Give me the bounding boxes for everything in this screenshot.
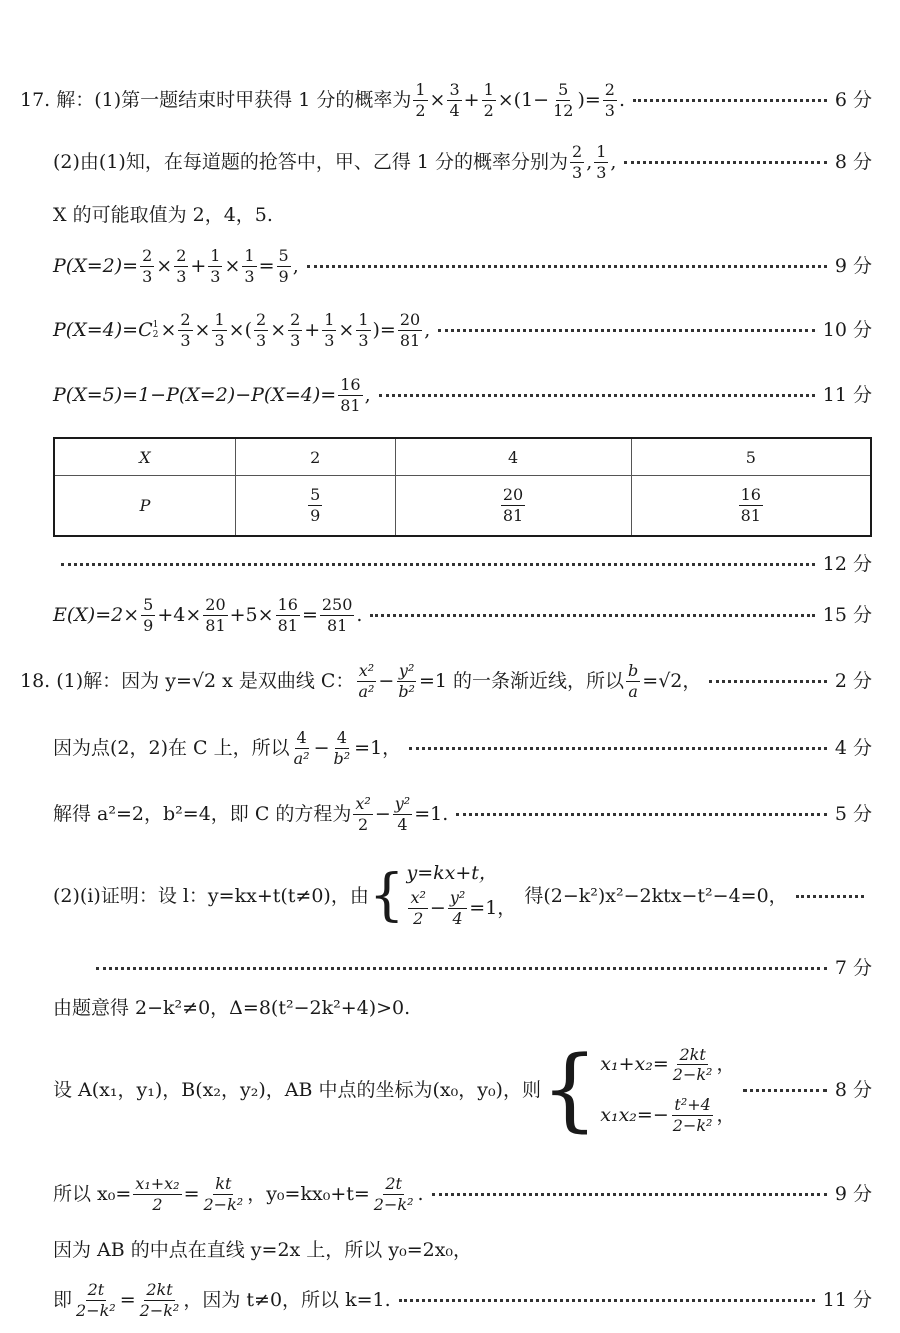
fraction: $\frac{2}{3}$ [572, 141, 583, 182]
q18-line-9: 因为 AB 的中点在直线 y=2x 上，所以 y₀=2x₀， [53, 1238, 473, 1261]
fraction: $\frac{16}{81}$ [340, 374, 361, 415]
score-label: 11 分 [822, 383, 872, 406]
fraction: $\frac{20}{81}$ [205, 594, 226, 635]
table-cell [631, 476, 871, 537]
fraction: $\frac{2kt}{\text{2−k²}}$ [672, 1044, 713, 1085]
leader-dots [399, 1299, 815, 1302]
table-cell [236, 476, 396, 537]
score-label: 6 分 [834, 88, 872, 111]
fraction: $\frac{\text{x²}}{2}$ [355, 793, 371, 834]
fraction: $\frac{20}{81}$ [502, 485, 524, 525]
table-cell: P [54, 476, 236, 537]
fraction: $\frac{kt}{\text{2−k²}}$ [203, 1173, 244, 1214]
score-label: 10 分 [822, 318, 872, 341]
score-label: 11 分 [822, 1288, 872, 1311]
q18-line-8: 所以 x₀= $\frac{\text{x₁+x₂}}{2}$ = $\frac{kt}{\text{2−k²}}$ ，y₀=kx₀+t= $\frac{2t}{\text{2−k²}}$ . 9 分 [53, 1173, 872, 1214]
fraction: $\frac{16}{81}$ [277, 594, 298, 635]
leader-dots [709, 680, 826, 683]
q17-line-6: P(X=5)=1−P(X=2)−P(X=4)= $\frac{16}{81}$ , 11 分 [53, 374, 872, 415]
leader-dots [743, 1089, 826, 1092]
fraction: $\frac{5}{9}$ [143, 594, 154, 635]
q17-line-2: (2)由(1)知，在每道题的抢答中，甲、乙得 1 分的概率分别为 $\frac{2}{3}$ , $\frac{1}{3}$ , 8 分 [53, 141, 872, 182]
fraction: $\frac{2}{3}$ [180, 309, 191, 350]
table-cell: 2 [236, 438, 396, 476]
q18-line-2: 因为点(2，2)在 C 上，所以 $\frac{4}{\text{a²}}$ − $\frac{4}{\text{b²}}$ =1， 4 分 [53, 727, 872, 768]
fraction: $\frac{1}{3}$ [596, 141, 607, 182]
score-label: 12 分 [822, 552, 872, 575]
leader-dots [432, 1193, 827, 1196]
q17-line-3: X 的可能取值为 2，4，5. [53, 203, 273, 226]
fraction: $\frac{\text{x²}}{2}$ [410, 888, 426, 928]
leader-dots [307, 265, 827, 268]
leader-dots [379, 394, 815, 397]
leader-dots [96, 967, 827, 970]
score-label: 7 分 [834, 956, 872, 979]
q17-line-7 [53, 552, 872, 576]
fraction: $\frac{250}{81}$ [321, 594, 353, 635]
q17-line-1: 17. 解：(1)第一题结束时甲获得 1 分的概率为 $\frac{1}{2}$ × $\frac{3}{4}$ + $\frac{1}{2}$ ×(1− $\frac{5}{12}$ )= $\frac{2}{3}$ . 6 分 [20, 79, 872, 120]
q18-line-7: 设 A(x₁，y₁)，B(x₂，y₂)，AB 中点的坐标为(x₀，y₀)，则 { x₁+x₂= $\frac{2kt}{\text{2−k²}}$ ， x₁x₂=− $\frac{\text{t²+4}}{\text{2−k²}}$ ， 8 分 [53, 1037, 872, 1142]
fraction: $\frac{5}{12}$ [553, 79, 574, 120]
fraction: $\frac{20}{81}$ [399, 309, 421, 350]
fraction: $\frac{5}{9}$ [310, 485, 321, 525]
fraction: $\frac{1}{3}$ [210, 245, 221, 286]
leader-dots [438, 329, 815, 332]
q18-line-4: (2)(i)证明：设 l：y=kx+t(t≠0)，由 { y=kx+t， $\frac{\text{x²}}{2}$ − $\frac{\text{y²}}{4}$ =1， 得(2−k²)x²−2ktx−t²−4=0， [53, 850, 872, 942]
table-row [54, 476, 871, 537]
equation-system: { x₁+x₂= $\frac{2kt}{\text{2−k²}}$ ， x₁x₂=− $\frac{\text{t²+4}}{\text{2−k²}}$ ， [540, 1037, 736, 1142]
table-cell: 5 [631, 438, 871, 476]
fraction: $\frac{3}{4}$ [449, 79, 460, 120]
q17-l1-text: 17. 解：(1)第一题结束时甲获得 1 分的概率为 [20, 88, 412, 111]
brace-symbol: { [540, 1037, 599, 1142]
fraction: $\frac{1}{3}$ [358, 309, 369, 350]
fraction: $\frac{\text{t²+4}}{\text{2−k²}}$ [672, 1095, 713, 1135]
score-label: 2 分 [834, 669, 872, 692]
fraction: $\frac{5}{9}$ [278, 245, 289, 286]
fraction: $\frac{2}{3}$ [290, 309, 301, 350]
leader-dots [409, 747, 827, 750]
q17-line-8: E(X)=2× $\frac{5}{9}$ +4× $\frac{20}{81}$ +5× $\frac{16}{81}$ = $\frac{250}{81}$ . 15 分 [53, 594, 872, 635]
score-label: 4 分 [834, 736, 872, 759]
leader-dots [633, 99, 827, 102]
fraction: $\frac{16}{81}$ [740, 485, 761, 525]
score-label: 8 分 [834, 150, 872, 173]
score-label: 5 分 [834, 802, 872, 825]
distribution-table [53, 437, 872, 537]
fraction: $\frac{4}{\text{a²}}$ [293, 727, 310, 768]
table-header-row [54, 438, 871, 476]
equation-system: { y=kx+t， $\frac{\text{x²}}{2}$ − $\frac{\text{y²}}{4}$ =1， [368, 862, 517, 928]
q18-line-5 [88, 956, 872, 980]
fraction: $\frac{1}{2}$ [483, 79, 494, 120]
leader-dots [624, 161, 826, 164]
fraction: $\frac{\text{y²}}{\text{b²}}$ [398, 660, 415, 701]
leader-dots [61, 563, 815, 566]
fraction: $\frac{2}{3}$ [142, 245, 153, 286]
fraction: $\frac{\text{x²}}{\text{a²}}$ [358, 660, 375, 701]
fraction: $\frac{1}{3}$ [214, 309, 225, 350]
score-label: 9 分 [834, 254, 872, 277]
fraction: $\frac{2t}{\text{2−k²}}$ [373, 1173, 414, 1214]
leader-dots [796, 895, 864, 898]
q18-line-1: 18. (1)解：因为 y=√2 x 是双曲线 C： $\frac{\text{x²}}{\text{a²}}$ − $\frac{\text{y²}}{\text{b²}}$ =1 的一条渐近线，所以 $\frac{b}{a}$ =√2， 2 分 [20, 660, 872, 701]
fraction: $\frac{\text{y²}}{4}$ [449, 888, 466, 928]
leader-dots [456, 813, 827, 816]
fraction: $\frac{1}{2}$ [415, 79, 426, 120]
q18-line-3: 解得 a²=2，b²=4，即 C 的方程为 $\frac{\text{x²}}{2}$ − $\frac{\text{y²}}{4}$ =1. 5 分 [53, 793, 872, 834]
fraction: $\frac{\text{x₁+x₂}}{2}$ [135, 1173, 180, 1214]
fraction: $\frac{2}{3}$ [256, 309, 267, 350]
fraction: $\frac{\text{y²}}{4}$ [394, 793, 411, 834]
score-label: 15 分 [822, 603, 872, 626]
table-cell [395, 476, 631, 537]
fraction: $\frac{2t}{\text{2−k²}}$ [76, 1279, 116, 1320]
score-label: 8 分 [834, 1078, 872, 1101]
fraction: $\frac{4}{\text{b²}}$ [333, 727, 351, 768]
q18-line-6: 由题意得 2−k²≠0，Δ=8(t²−2k²+4)>0. [53, 996, 411, 1019]
fraction: $\frac{1}{3}$ [324, 309, 335, 350]
q18-line-10: 即 $\frac{2t}{\text{2−k²}}$ = $\frac{2kt}{\text{2−k²}}$ ，因为 t≠0，所以 k=1. 11 分 [53, 1279, 872, 1320]
table-cell: 4 [395, 438, 631, 476]
score-label: 9 分 [834, 1182, 872, 1205]
fraction: $\frac{2kt}{\text{2−k²}}$ [139, 1279, 180, 1320]
q17-line-5: P(X=4)=C 1 2 × $\frac{2}{3}$ × $\frac{1}{3}$ ×( $\frac{2}{3}$ × $\frac{2}{3}$ + $\frac{1}{3}$ × $\frac{1}{3}$ )= $\frac{20}{81}$ , 10 分 [53, 309, 872, 350]
fraction: $\frac{2}{3}$ [176, 245, 187, 286]
brace-symbol: { [368, 863, 405, 928]
leader-dots [370, 614, 814, 617]
fraction: $\frac{1}{3}$ [244, 245, 255, 286]
fraction: $\frac{2}{3}$ [604, 79, 615, 120]
table-cell: X [54, 438, 236, 476]
q17-line-4: P(X=2)= $\frac{2}{3}$ × $\frac{2}{3}$ + $\frac{1}{3}$ × $\frac{1}{3}$ = $\frac{5}{9}$ , 9 分 [53, 245, 872, 286]
fraction: $\frac{b}{a}$ [628, 660, 639, 701]
